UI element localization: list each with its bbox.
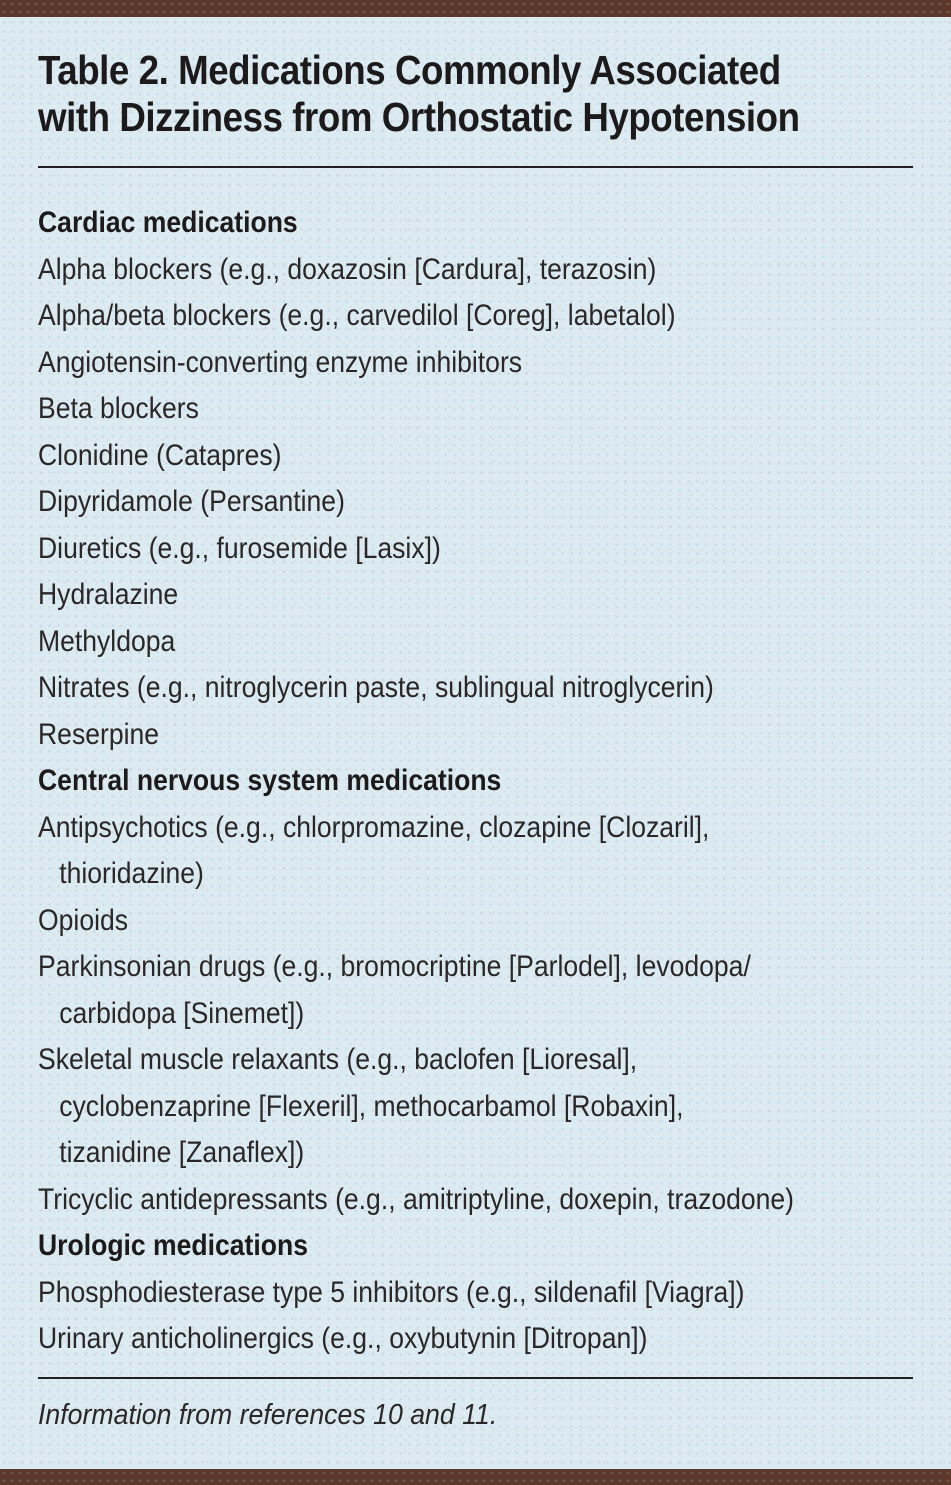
medication-item: Nitrates (e.g., nitroglycerin paste, sublingual nitroglycerin) xyxy=(38,671,714,704)
medication-item-continuation: cyclobenzaprine [Flexeril], methocarbamol [Robaxin], xyxy=(59,1089,684,1123)
medication-item-continuation: carbidopa [Sinemet]) xyxy=(59,996,305,1030)
title-divider-rule xyxy=(38,166,913,168)
medication-item: Angiotensin-converting enzyme inhibitors xyxy=(38,345,523,379)
table-panel xyxy=(38,17,915,1435)
medication-item: Beta blockers xyxy=(38,392,199,425)
section-header: Central nervous system medications xyxy=(38,764,502,797)
medication-item: Alpha/beta blockers (e.g., carvedilol [Coreg], labetalol) xyxy=(38,299,676,332)
table-title-line-1: Table 2. Medications Commonly Associated xyxy=(38,47,781,93)
top-accent-bar xyxy=(0,0,951,17)
medication-item: Hydralazine xyxy=(38,578,179,611)
medication-item: Dipyridamole (Persantine) xyxy=(38,485,345,518)
table-title xyxy=(38,47,915,141)
medication-list xyxy=(38,200,915,1363)
medication-item: Reserpine xyxy=(38,717,160,751)
medication-item: Antipsychotics (e.g., chlorpromazine, clozapine [Clozaril], xyxy=(38,810,710,844)
medication-item: Skeletal muscle relaxants (e.g., baclofen [Lioresal], xyxy=(38,1043,638,1076)
medication-item: Parkinsonian drugs (e.g., bromocriptine [Parlodel], levodopa/ xyxy=(38,950,751,983)
medication-item-continuation: tizanidine [Zanaflex]) xyxy=(59,1136,305,1169)
medication-item: Methyldopa xyxy=(38,624,176,658)
medication-item: Phosphodiesterase type 5 inhibitors (e.g., sildenafil [Viagra]) xyxy=(38,1275,745,1309)
footer-divider-rule xyxy=(38,1377,913,1379)
medication-item: Clonidine (Catapres) xyxy=(38,438,282,472)
medication-item: Urinary anticholinergics (e.g., oxybutynin [Ditropan]) xyxy=(38,1322,648,1355)
medication-item: Tricyclic antidepressants (e.g., amitriptyline, doxepin, trazodone) xyxy=(38,1182,795,1216)
section-header: Cardiac medications xyxy=(38,206,298,239)
source-note: Information from references 10 and 11. xyxy=(38,1398,498,1431)
bottom-accent-bar xyxy=(0,1469,951,1485)
medication-item: Diuretics (e.g., furosemide [Lasix]) xyxy=(38,531,441,565)
medication-item-continuation: thioridazine) xyxy=(59,857,204,890)
table-title-line-2: with Dizziness from Orthostatic Hypotension xyxy=(38,94,800,140)
section-header: Urologic medications xyxy=(38,1229,308,1262)
medication-item: Opioids xyxy=(38,903,129,937)
medication-item: Alpha blockers (e.g., doxazosin [Cardura], terazosin) xyxy=(38,252,657,286)
